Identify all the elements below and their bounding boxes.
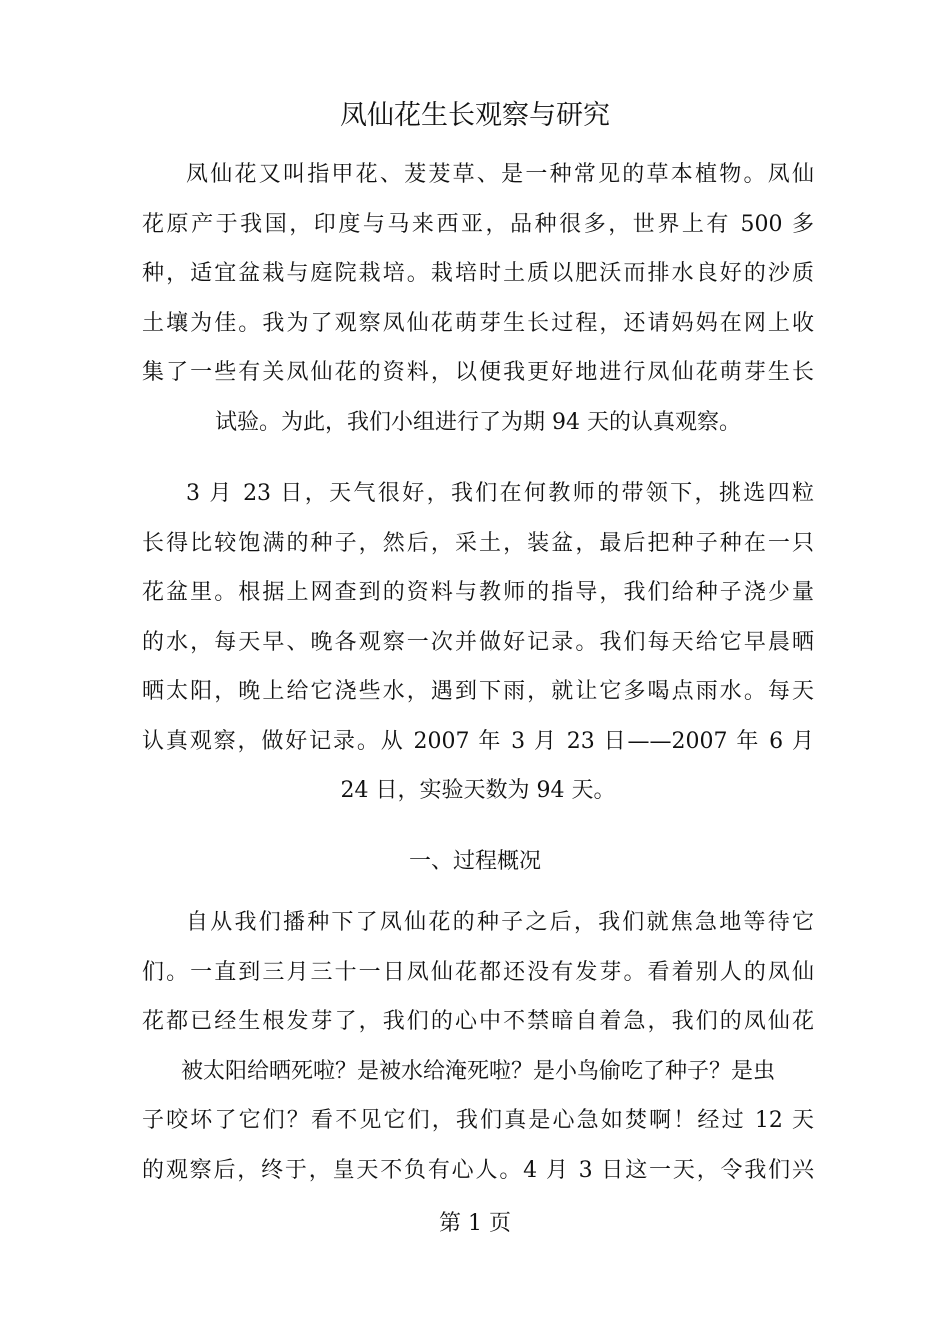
paragraph-line: 集了一些有关凤仙花的资料，以便我更好地进行凤仙花萌芽生长 — [142, 360, 814, 385]
section-heading: 一、过程概况 — [408, 849, 541, 874]
paragraph-line: 24 日，实验天数为 94 天。 — [340, 778, 616, 803]
paragraph-line: 试验。为此，我们小组进行了为期 94 天的认真观察。 — [215, 409, 741, 435]
paragraph-line: 3 月 23 日，天气很好，我们在何教师的带领下，挑选四粒 — [186, 481, 814, 506]
paragraph-line: 花原产于我国，印度与马来西亚，品种很多，世界上有 500 多 — [142, 211, 814, 237]
paragraph-line: 认真观察，做好记录。从 2007 年 3 月 23 日——2007 年 6 月 — [142, 728, 814, 754]
paragraph-line: 凤仙花又叫指甲花、茇茇草、是一种常见的草本植物。凤仙 — [186, 162, 814, 187]
paragraph-line: 自从我们播种下了凤仙花的种子之后，我们就焦急地等待它 — [186, 910, 814, 935]
paragraph-line: 花都已经生根发芽了，我们的心中不禁暗自着急，我们的凤仙花 — [142, 1009, 814, 1034]
paragraph-intro — [142, 150, 814, 447]
paragraph-line: 们。一直到三月三十一日凤仙花都还没有发芽。看着别人的凤仙 — [142, 959, 814, 985]
paragraph-line: 种，适宜盆栽与庭院栽培。栽培时土质以肥沃而排水良好的沙质 — [142, 261, 814, 286]
paragraph-experiment — [142, 469, 814, 816]
paragraph-line: 被太阳给晒死啦？是被水给淹死啦？是小鸟偷吃了种子？是虫 — [180, 1058, 775, 1084]
paragraph-process — [142, 898, 814, 1195]
paragraph-line: 晒太阳，晚上给它浇些水，遇到下雨，就让它多喝点雨水。每天 — [142, 679, 814, 704]
paragraph-line: 长得比较饱满的种子，然后，采土，装盆，最后把种子种在一只 — [142, 530, 814, 556]
paragraph-line: 土壤为佳。我为了观察凤仙花萌芽生长过程，还请妈妈在网上收 — [142, 310, 814, 336]
paragraph-line: 的观察后，终于，皇天不负有心人。4 月 3 日这一天，令我们兴 — [142, 1157, 814, 1183]
paragraph-line: 的水，每天早、晚各观察一次并做好记录。我们每天给它早晨晒 — [142, 629, 814, 655]
paragraph-line: 花盆里。根据上网查到的资料与教师的指导，我们给种子浇少量 — [142, 580, 814, 605]
page-number: 第 1 页 — [439, 1211, 511, 1236]
document-title: 凤仙花生长观察与研究 — [340, 100, 610, 131]
paragraph-line: 子咬坏了它们？看不见它们，我们真是心急如焚啊！经过 12 天 — [142, 1108, 814, 1133]
